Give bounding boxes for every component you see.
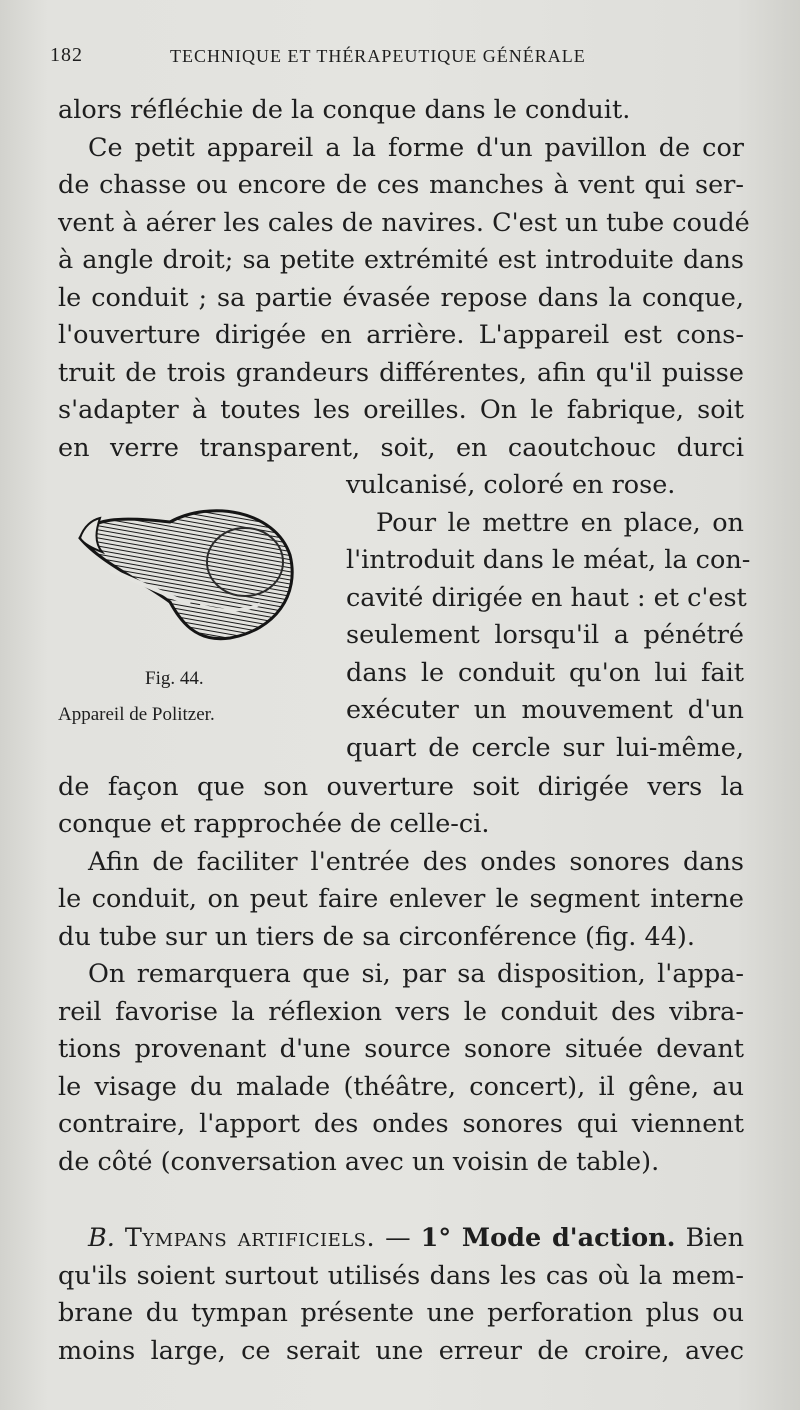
section-dash: — [385,1223,411,1253]
text-line: On remarquera que si, par sa disposition, l'appa- [88,959,744,989]
figure-label: Fig. 44. [145,668,204,689]
text-line: qu'ils soient surtout utilisés dans les cas où la mem- [58,1261,744,1291]
text-line: l'introduit dans le méat, la con- [346,545,751,575]
text-line: cavité dirigée en haut : et c'est [346,583,747,613]
text-line: moins large, ce serait une erreur de croire, avec [58,1336,744,1366]
text-line: brane du tympan présente une perforation plus ou [58,1298,744,1328]
text-line: de côté (conversation avec un voisin de table). [58,1147,660,1177]
running-title: TECHNIQUE ET THÉRAPEUTIQUE GÉNÉRALE [170,46,586,66]
text-line: le conduit, on peut faire enlever le segment interne [58,884,744,914]
text-line: Afin de faciliter l'entrée des ondes sonores dans [88,847,744,877]
politzer-apparatus-figure [70,500,300,650]
text-line: l'ouverture dirigée en arrière. L'appareil est cons- [58,320,744,350]
text-line: Ce petit appareil a la forme d'un pavillon de cor [88,133,744,163]
text-line: à angle droit; sa petite extrémité est introduite dans [58,245,744,275]
figure-caption: Appareil de Politzer. [58,704,215,725]
text-line: Pour le mettre en place, on [376,508,744,538]
text-line: truit de trois grandeurs différentes, afin qu'il puisse [58,358,744,388]
text-line: vent à aérer les cales de navires. C'est un tube coudé [58,208,750,238]
text-line: le visage du malade (théâtre, concert), il gêne, au [58,1072,744,1102]
section-first-word: Bien [685,1223,744,1253]
text-line: du tube sur un tiers de sa circonférence (fig. 44). [58,922,695,952]
section-subtitle: 1° Mode d'action. [420,1223,676,1253]
text-line: alors réfléchie de la conque dans le conduit. [58,95,631,125]
text-line: reil favorise la réflexion vers le conduit des vibra- [58,997,744,1027]
running-header [50,44,750,74]
text-line: contraire, l'apport des ondes sonores qui viennent [58,1109,744,1139]
section-heading-line [58,1220,744,1256]
page-number: 182 [50,44,83,66]
text-line: s'adapter à toutes les oreilles. On le fabrique, soit [58,395,744,425]
text-line: en verre transparent, soit, en caoutchouc durci [58,433,744,463]
text-line: le conduit ; sa partie évasée repose dans la conque, [58,283,744,313]
text-line: exécuter un mouvement d'un [346,695,744,725]
text-line: quart de cercle sur lui-même, [346,733,744,763]
text-line: de façon que son ouverture soit dirigée vers la [58,772,744,802]
section-title: Tympans artificiels. [124,1223,376,1253]
section-letter: B. [88,1223,115,1253]
text-line: conque et rapprochée de celle-ci. [58,809,490,839]
text-line: seulement lorsqu'il a pénétré [346,620,744,650]
text-line: de chasse ou encore de ces manches à vent qui ser- [58,170,744,200]
text-line: vulcanisé, coloré en rose. [346,470,676,500]
text-line: dans le conduit qu'on lui fait [346,658,744,688]
text-line: tions provenant d'une source sonore située devant [58,1034,744,1064]
